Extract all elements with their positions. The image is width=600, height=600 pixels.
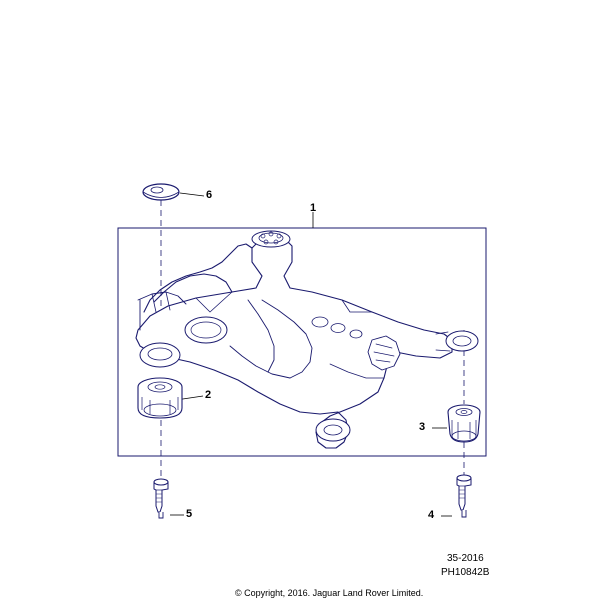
copyright-notice: © Copyright, 2016. Jaguar Land Rover Limited. — [235, 588, 424, 598]
callout-6: 6 — [206, 189, 213, 201]
front-bush — [138, 378, 182, 418]
callout-1: 1 — [310, 202, 317, 214]
callout-2: 2 — [205, 389, 212, 401]
bolt-right — [457, 475, 471, 517]
subframe-assembly — [136, 231, 478, 448]
turret-top — [252, 231, 290, 247]
rear-bush — [448, 405, 480, 442]
bolt-left — [154, 479, 168, 518]
callout-4: 4 — [428, 509, 435, 521]
callout-3: 3 — [419, 421, 426, 433]
callout-5: 5 — [186, 508, 193, 520]
drawing-code: PH10842B — [441, 567, 490, 578]
cap-plug — [143, 184, 179, 200]
figure-number: 35-2016 — [447, 553, 484, 564]
